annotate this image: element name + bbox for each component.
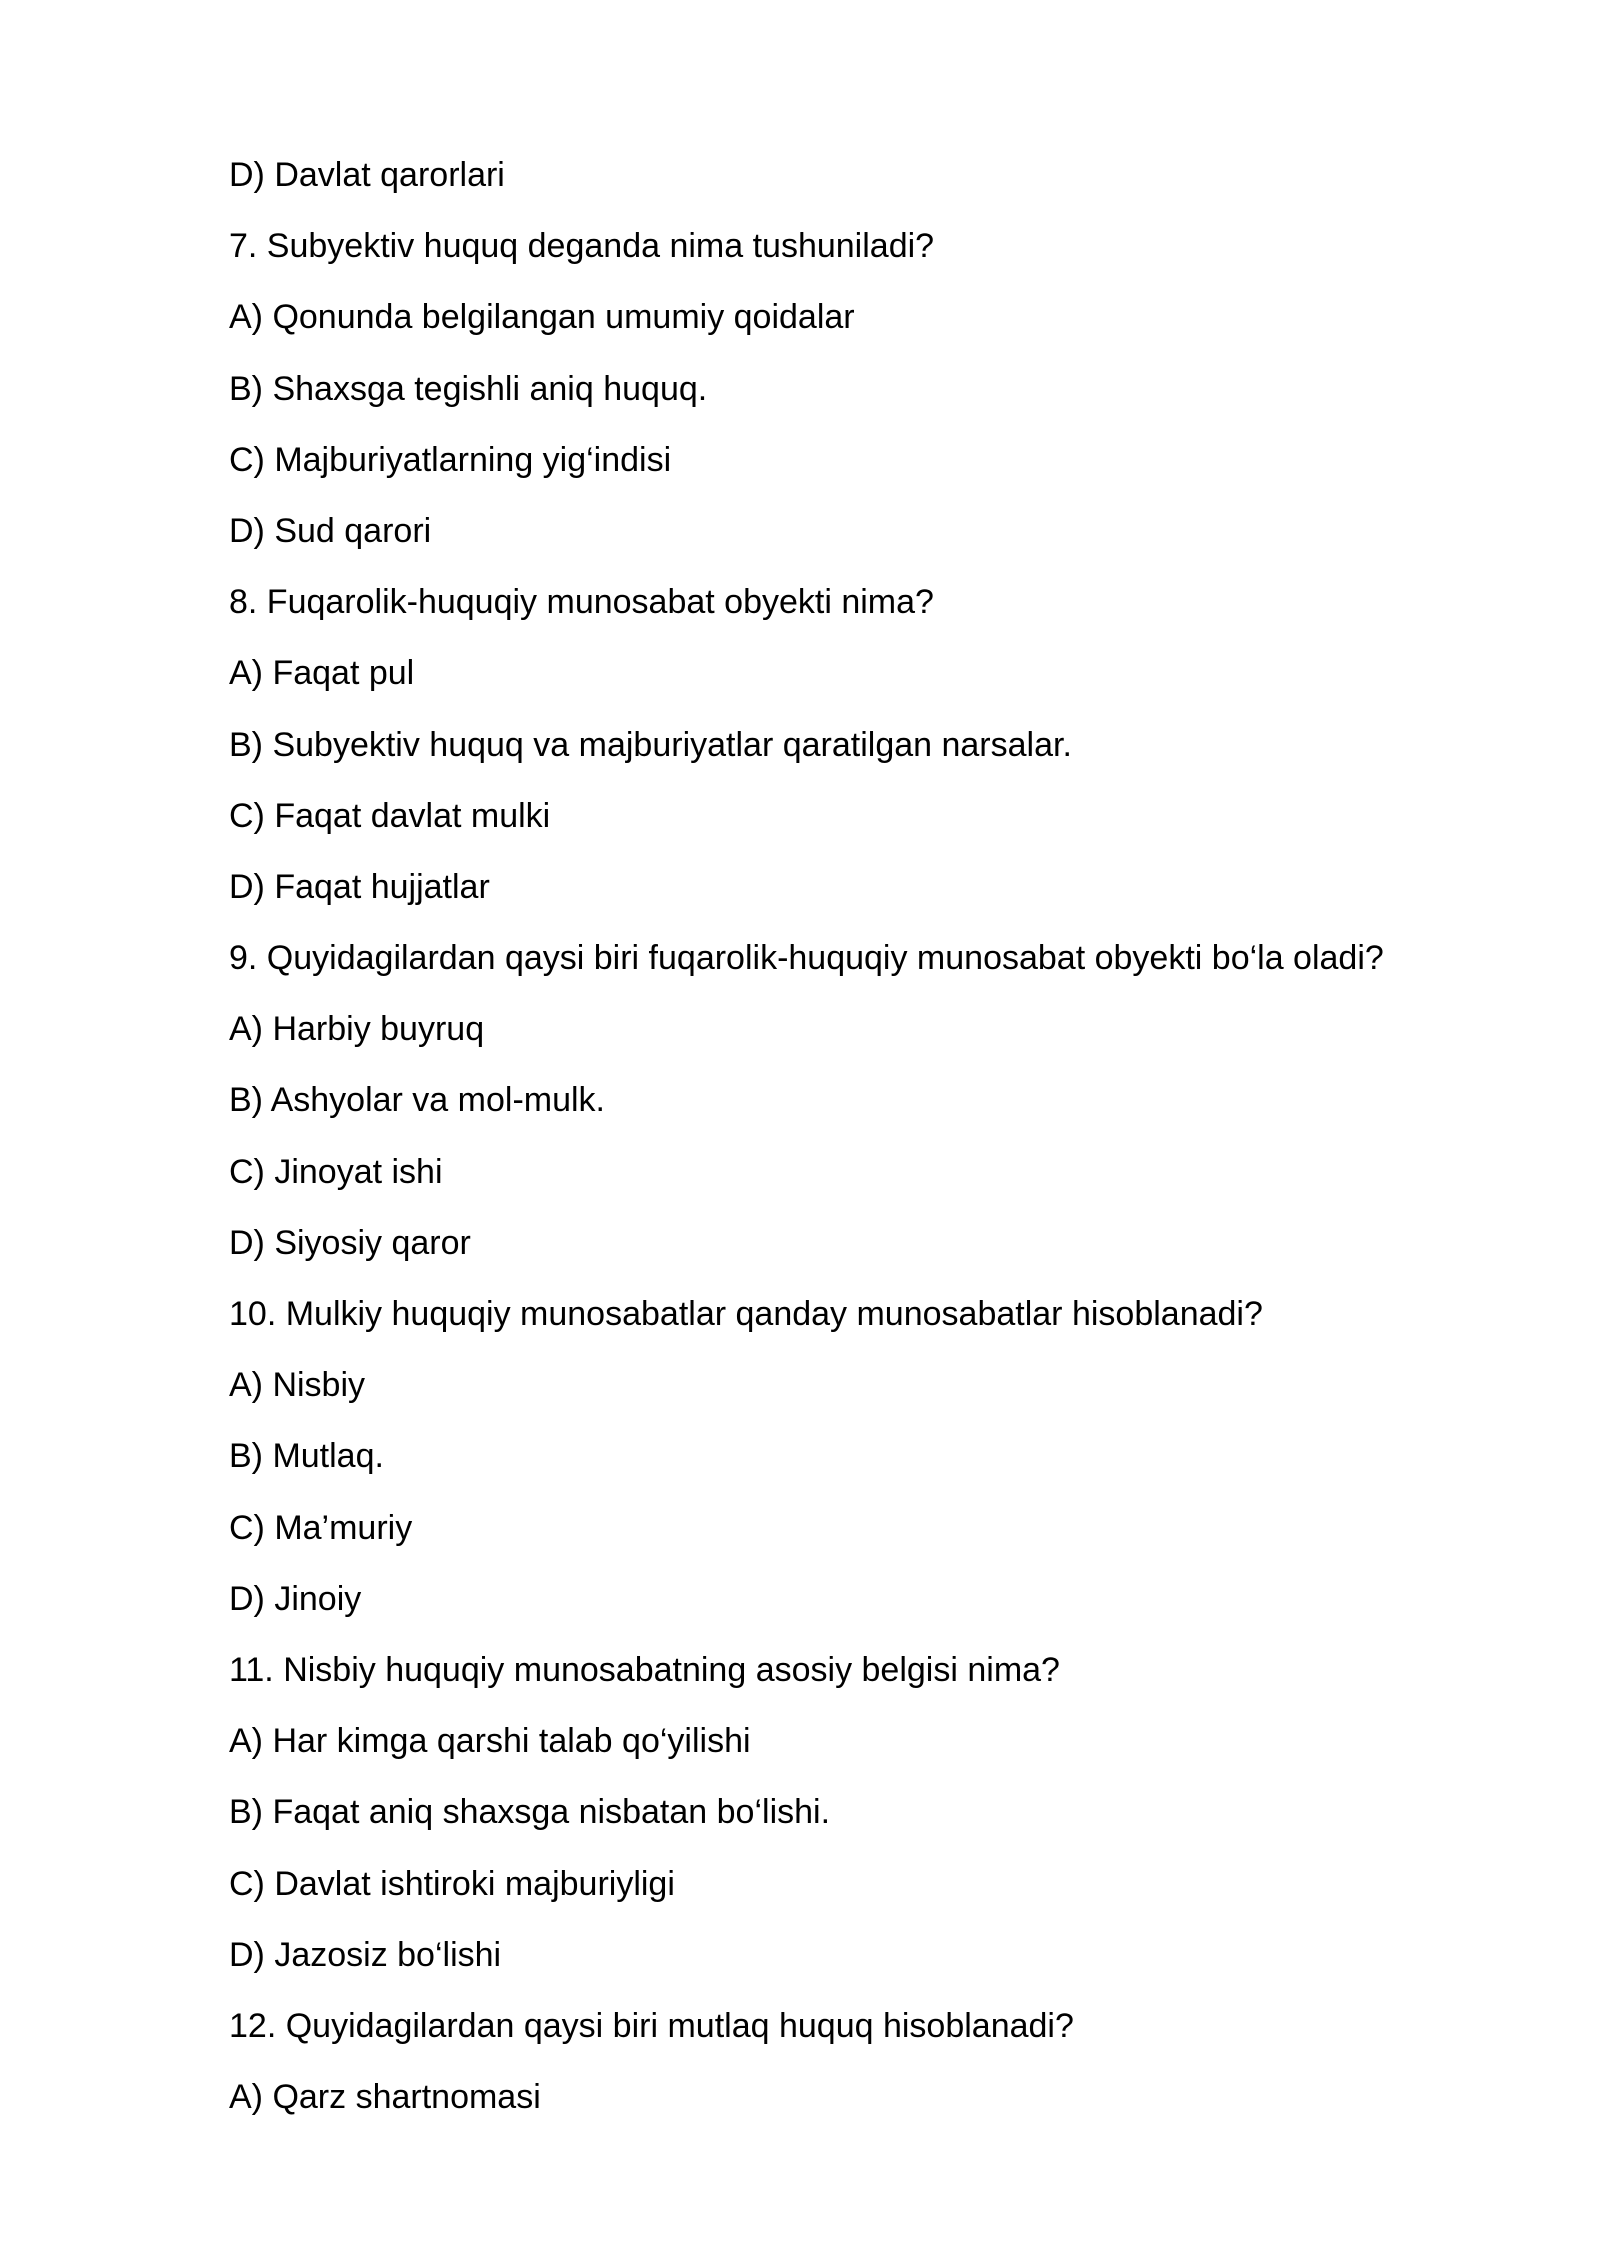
question-list (229, 151, 1529, 2144)
answer-option: A) Qonunda belgilangan umumiy qoidalar (229, 298, 855, 337)
answer-option: C) Ma’muriy (229, 1508, 413, 1547)
answer-option: C) Majburiyatlarning yig‘indisi (229, 440, 672, 479)
answer-option: B) Subyektiv huquq va majburiyatlar qaratilgan narsalar. (229, 725, 1072, 764)
question-text: 8. Fuqarolik-huquqiy munosabat obyekti nima? (229, 583, 934, 622)
question-text: 7. Subyektiv huquq deganda nima tushuniladi? (229, 227, 935, 266)
answer-option: C) Davlat ishtiroki majburiyligi (229, 1864, 675, 1903)
answer-option: B) Ashyolar va mol-mulk. (229, 1081, 605, 1120)
answer-option: C) Jinoyat ishi (229, 1152, 443, 1191)
answer-option: D) Siyosiy qaror (229, 1223, 471, 1262)
question-text: 11. Nisbiy huquqiy munosabatning asosiy belgisi nima? (229, 1650, 1060, 1689)
answer-option: D) Jinoiy (229, 1579, 362, 1618)
answer-option: A) Qarz shartnomasi (229, 2078, 541, 2117)
answer-option: D) Sud qarori (229, 511, 432, 550)
answer-option: C) Faqat davlat mulki (229, 796, 551, 835)
answer-option: D) Davlat qarorlari (229, 156, 505, 194)
question-text: 10. Mulkiy huquqiy munosabatlar qanday munosabatlar hisoblanadi? (229, 1295, 1263, 1333)
answer-option: A) Nisbiy (229, 1366, 366, 1405)
answer-option: B) Mutlaq. (229, 1437, 384, 1476)
answer-option: A) Harbiy buyruq (229, 1010, 485, 1049)
answer-option: B) Faqat aniq shaxsga nisbatan bo‘lishi. (229, 1793, 831, 1832)
answer-option: A) Faqat pul (229, 654, 415, 693)
question-text: 9. Quyidagilardan qaysi biri fuqarolik-huquqiy munosabat obyekti bo‘la oladi? (229, 939, 1384, 978)
answer-option: A) Har kimga qarshi talab qo‘yilishi (229, 1722, 751, 1761)
answer-option: D) Jazosiz bo‘lishi (229, 1935, 502, 1974)
question-text: 12. Quyidagilardan qaysi biri mutlaq huquq hisoblanadi? (229, 2006, 1074, 2045)
answer-option: D) Faqat hujjatlar (229, 867, 490, 906)
answer-option: B) Shaxsga tegishli aniq huquq. (229, 369, 708, 408)
